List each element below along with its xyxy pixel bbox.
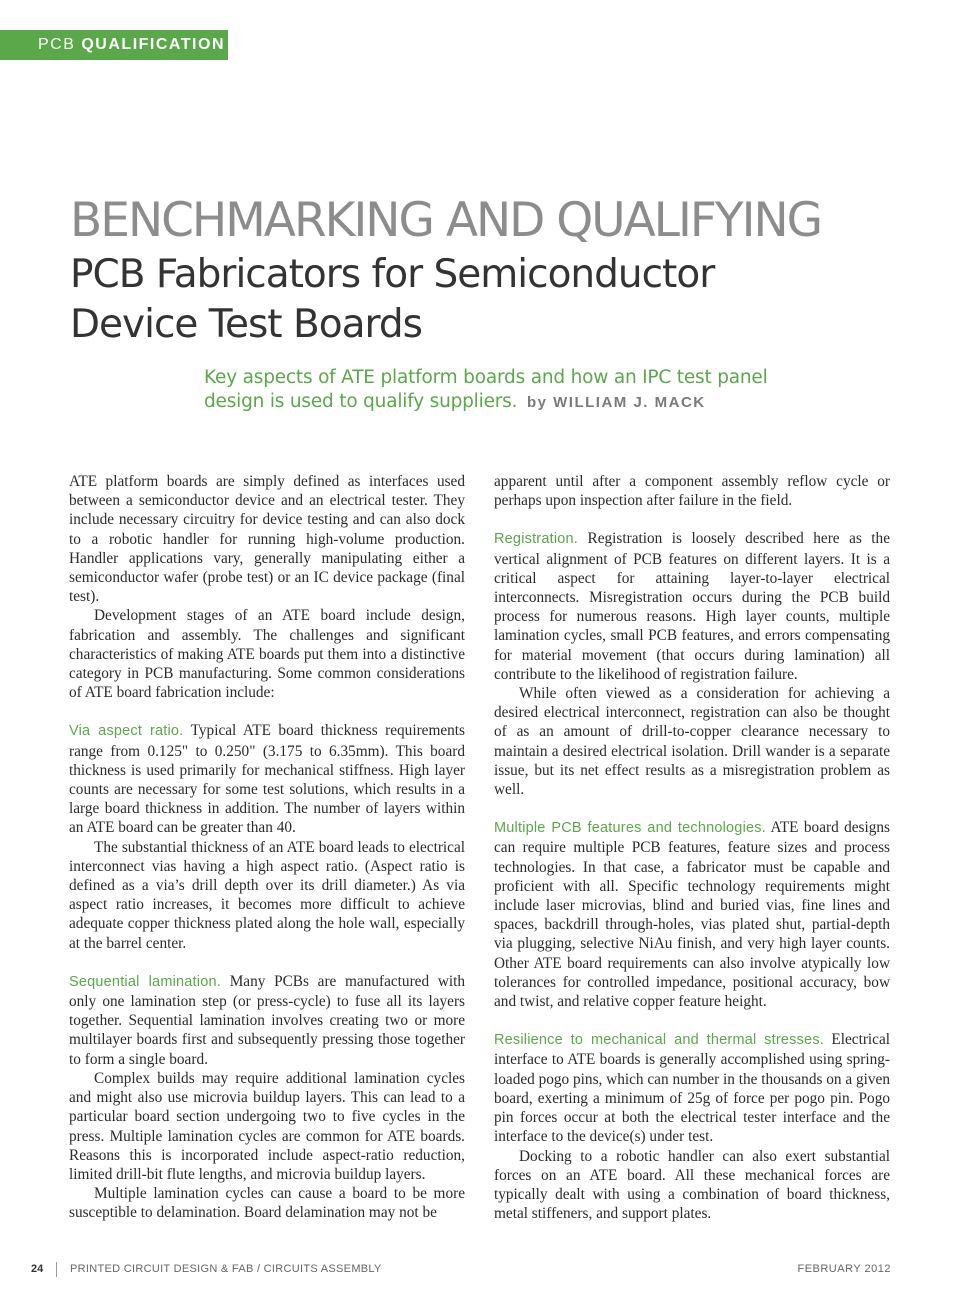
paragraph <box>69 838 465 953</box>
section-tab <box>0 30 228 60</box>
paragraph <box>69 972 465 1069</box>
article-deck <box>204 366 804 415</box>
paragraph-text: ATE board designs can require multiple PCB features, feature sizes and process technologies. In that case, a fabricator must be capable and proficient with all. Specific technology requirements might include laser microvias, blind and buried vias, fine lines and spaces, backdrill through-holes, vias plated shut, partial-depth via plugging, selective NiAu finish, and very high layer counts. Other ATE board requirements can also involve atypically low tolerances for controlled impedance, positional accuracy, bow and twist, and relative copper feature height. <box>494 819 890 1011</box>
run-in-head: Registration. <box>494 531 578 548</box>
paragraph <box>494 818 890 1011</box>
paragraph-text: Docking to a robotic handler can also exert substantial forces on an ATE board. All these mechanical forces are typically dealt with using a combination of board thickness, metal stiffeners, and support plates. <box>494 1147 890 1223</box>
paragraph-text: Many PCBs are manufactured with only one lamination step (or press-cycle) to fuse all its layers together. Sequential lamination involves creating two or more multilayer boards first and subsequently pressing those together to form a single board. <box>69 972 466 1068</box>
paragraph-text: Complex builds may require additional lamination cycles and might also use microvia buildup layers. This can lead to a particular board section undergoing two to five cycles in the press. Multiple lamination cycles are common for ATE boards. Reasons this is incorporated include aspect-ratio reduction, limited drill-bit flute lengths, and microvia buildup layers. <box>69 1069 465 1183</box>
paragraph <box>494 684 890 799</box>
left-column <box>69 472 465 1223</box>
run-in-head: Resilience to mechanical and thermal stresses. <box>494 1032 825 1049</box>
paragraph <box>69 606 465 702</box>
paragraph-text: Registration is loosely described here as the vertical alignment of PCB features on different layers. It is a critical aspect for attaining layer-to-layer electrical interconnects. Misregistration occurs during the PCB build process for numerous reasons. High layer counts, multiple lamination cycles, small PCB features, and errors compensating for material movement (that occurs during lamination) all contribute to the likelihood of registration failure. <box>494 530 890 683</box>
article-subtitle: PCB Fabricators for Semiconductor Device Test Boards <box>70 252 715 347</box>
paragraph-text: While often viewed as a consideration for achieving a desired electrical interconnect, registration can also be thought of as an amount of drill-to-copper clearance necessary to maintain a desired electrical isolation. Drill wander is a separate issue, but its net effect results as a misregistration problem as well. <box>494 685 890 799</box>
paragraph <box>494 1147 890 1224</box>
paragraph-text: Typical ATE board thickness requirements range from 0.125" to 0.250" (3.175 to 6.35mm). This board thickness is used primarily for mechanical stiffness. High layer counts are necessary for some test solutions, which results in a large board thickness in addition. The number of layers within an ATE board can be greater than 40. <box>69 722 465 837</box>
article-title: BENCHMARKING AND QUALIFYING <box>70 193 822 248</box>
paragraph <box>69 472 465 606</box>
paragraph <box>494 472 890 510</box>
paragraph-text: Electrical interface to ATE boards is generally accomplished using spring-loaded pogo pins, which can number in the thousands on a given board, exerting a minimum of 25g of force per pogo pin. Pogo pin forces occur at both the electrical tester interface and the interface to the device(s) under test. <box>494 1031 891 1146</box>
paragraph-text: ATE platform boards are simply defined as interfaces used between a semiconductor device and an electrical tester. They include necessary circuitry for device testing and can also dock to a robotic handler for running high-volume production. Handler applications vary, generally manipulating either a semiconductor wafer (probe test) or an IC device package (final test). <box>69 473 465 606</box>
publication-name: PRINTED CIRCUIT DESIGN & FAB / CIRCUITS ASSEMBLY <box>70 1263 382 1275</box>
paragraph <box>69 1069 465 1184</box>
deck-text: Key aspects of ATE platform boards and how an IPC test panel design is used to qualify suppliers. <box>204 367 768 412</box>
section-name: QUALIFICATION <box>81 36 225 53</box>
byline: by WILLIAM J. MACK <box>526 394 706 411</box>
run-in-head: Sequential lamination. <box>69 973 221 990</box>
paragraph <box>69 721 465 837</box>
paragraph-text: Development stages of an ATE board include design, fabrication and assembly. The challenges and significant characteristics of making ATE boards put them into a distinctive category in PCB manufacturing. Some common considerations of ATE board fabrication include: <box>69 607 465 702</box>
issue-date: FEBRUARY 2012 <box>797 1263 891 1275</box>
paragraph <box>494 529 890 684</box>
footer-divider <box>56 1262 57 1277</box>
page-footer <box>0 1262 960 1280</box>
right-column <box>494 472 890 1223</box>
section-prefix: PCB <box>38 36 76 53</box>
paragraph-text: The substantial thickness of an ATE board leads to electrical interconnect vias having a high aspect ratio. (Aspect ratio is defined as a via’s drill depth over its drill diameter.) As via aspect ratio increases, it becomes more difficult to achieve adequate copper thickness plated along the hole wall, especially at the barrel center. <box>69 838 465 952</box>
page-number: 24 <box>31 1263 44 1275</box>
paragraph <box>69 1184 465 1222</box>
paragraph-text: apparent until after a component assembly reflow cycle or perhaps upon inspection after failure in the field. <box>494 473 890 510</box>
paragraph-text: Multiple lamination cycles can cause a board to be more susceptible to delamination. Board delamination may not be <box>69 1185 465 1222</box>
paragraph <box>494 1030 890 1146</box>
run-in-head: Via aspect ratio. <box>69 723 184 740</box>
run-in-head: Multiple PCB features and technologies. <box>494 820 766 837</box>
